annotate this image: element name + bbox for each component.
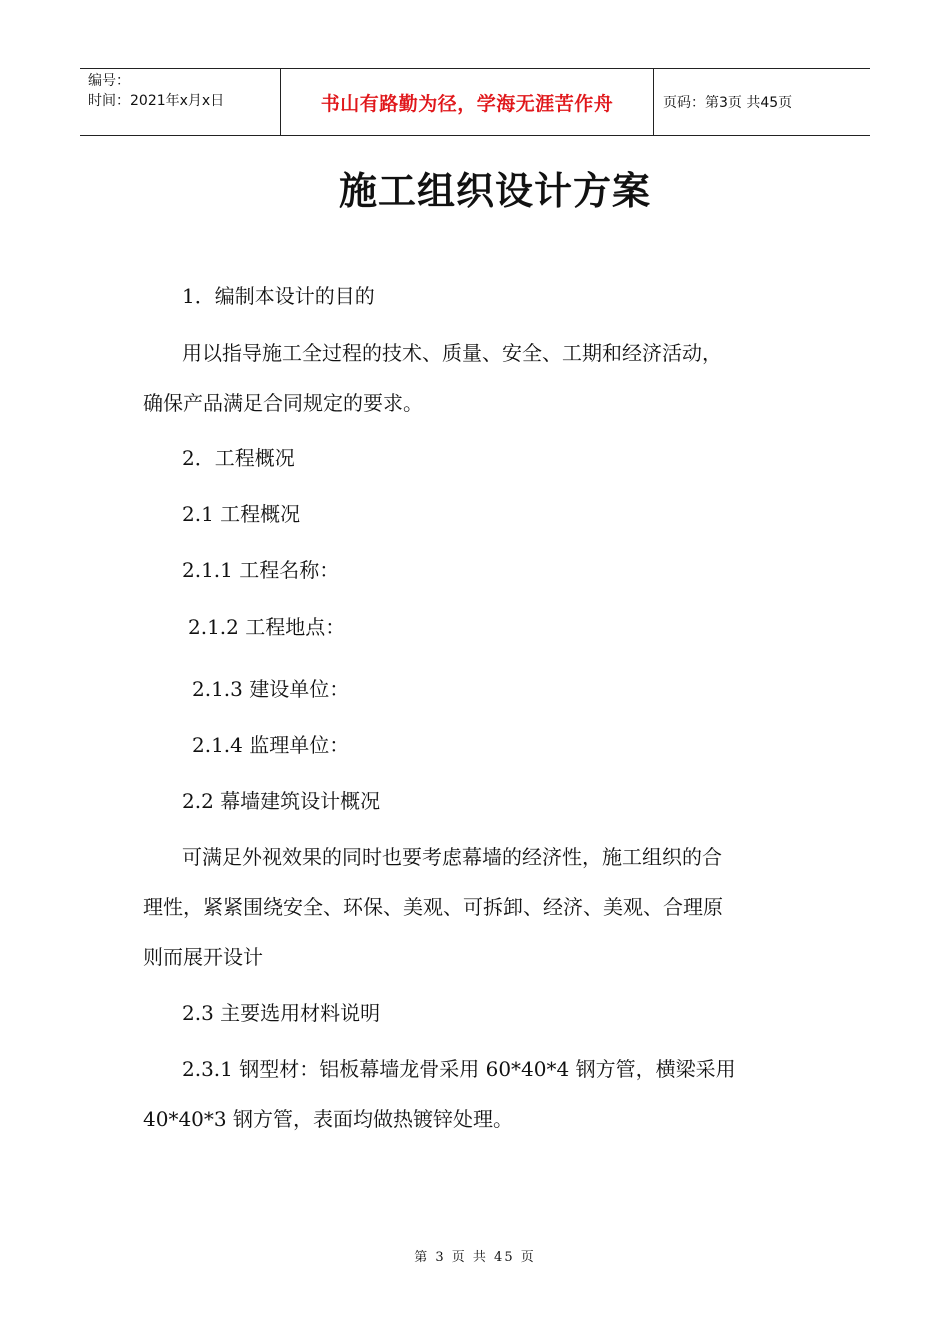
header-page-cell — [654, 69, 870, 135]
section-1-heading: 1．编制本设计的目的 — [182, 284, 375, 308]
header-motto-cell — [281, 69, 654, 135]
header-meta-cell — [80, 69, 281, 135]
header-page-info: 页码：第3页 共45页 — [663, 95, 793, 111]
section-2-3-1-line-2: 40*40*3 钢方管，表面均做热镀锌处理。 — [143, 1107, 513, 1131]
section-2-1-2: 2.1.2 工程地点： — [188, 615, 346, 639]
section-2-heading: 2．工程概况 — [182, 446, 295, 470]
page-footer: 第 3 页 共 45 页 — [414, 1250, 536, 1265]
section-2-2-body-line-2: 理性，紧紧围绕安全、环保、美观、可拆卸、经济、美观、合理原 — [143, 895, 723, 919]
section-1-body-line-2: 确保产品满足合同规定的要求。 — [143, 391, 423, 415]
section-2-1-3: 2.1.3 建设单位： — [192, 677, 350, 701]
header-motto: 书山有路勤为径，学海无涯苦作舟 — [320, 92, 614, 115]
section-2-2-heading: 2.2 幕墙建筑设计概况 — [182, 789, 381, 813]
document-number-label: 编号： — [88, 73, 130, 89]
section-2-2-body-line-1: 可满足外视效果的同时也要考虑幕墙的经济性，施工组织的合 — [182, 845, 722, 869]
section-2-1-4: 2.1.4 监理单位： — [192, 733, 350, 757]
section-1-body-line-1: 用以指导施工全过程的技术、质量、安全、工期和经济活动， — [182, 341, 722, 365]
section-2-3-heading: 2.3 主要选用材料说明 — [182, 1001, 381, 1025]
document-header — [80, 68, 870, 136]
section-2-3-1-line-1: 2.3.1 钢型材：铝板幕墙龙骨采用 60*40*4 钢方管，横梁采用 — [182, 1057, 736, 1081]
document-date-label: 时间：2021年x月x日 — [88, 93, 225, 109]
section-2-1-heading: 2.1 工程概况 — [182, 502, 301, 526]
document-title: 施工组织设计方案 — [338, 168, 651, 213]
section-2-1-1: 2.1.1 工程名称： — [182, 558, 340, 582]
section-2-2-body-line-3: 则而展开设计 — [143, 945, 263, 969]
